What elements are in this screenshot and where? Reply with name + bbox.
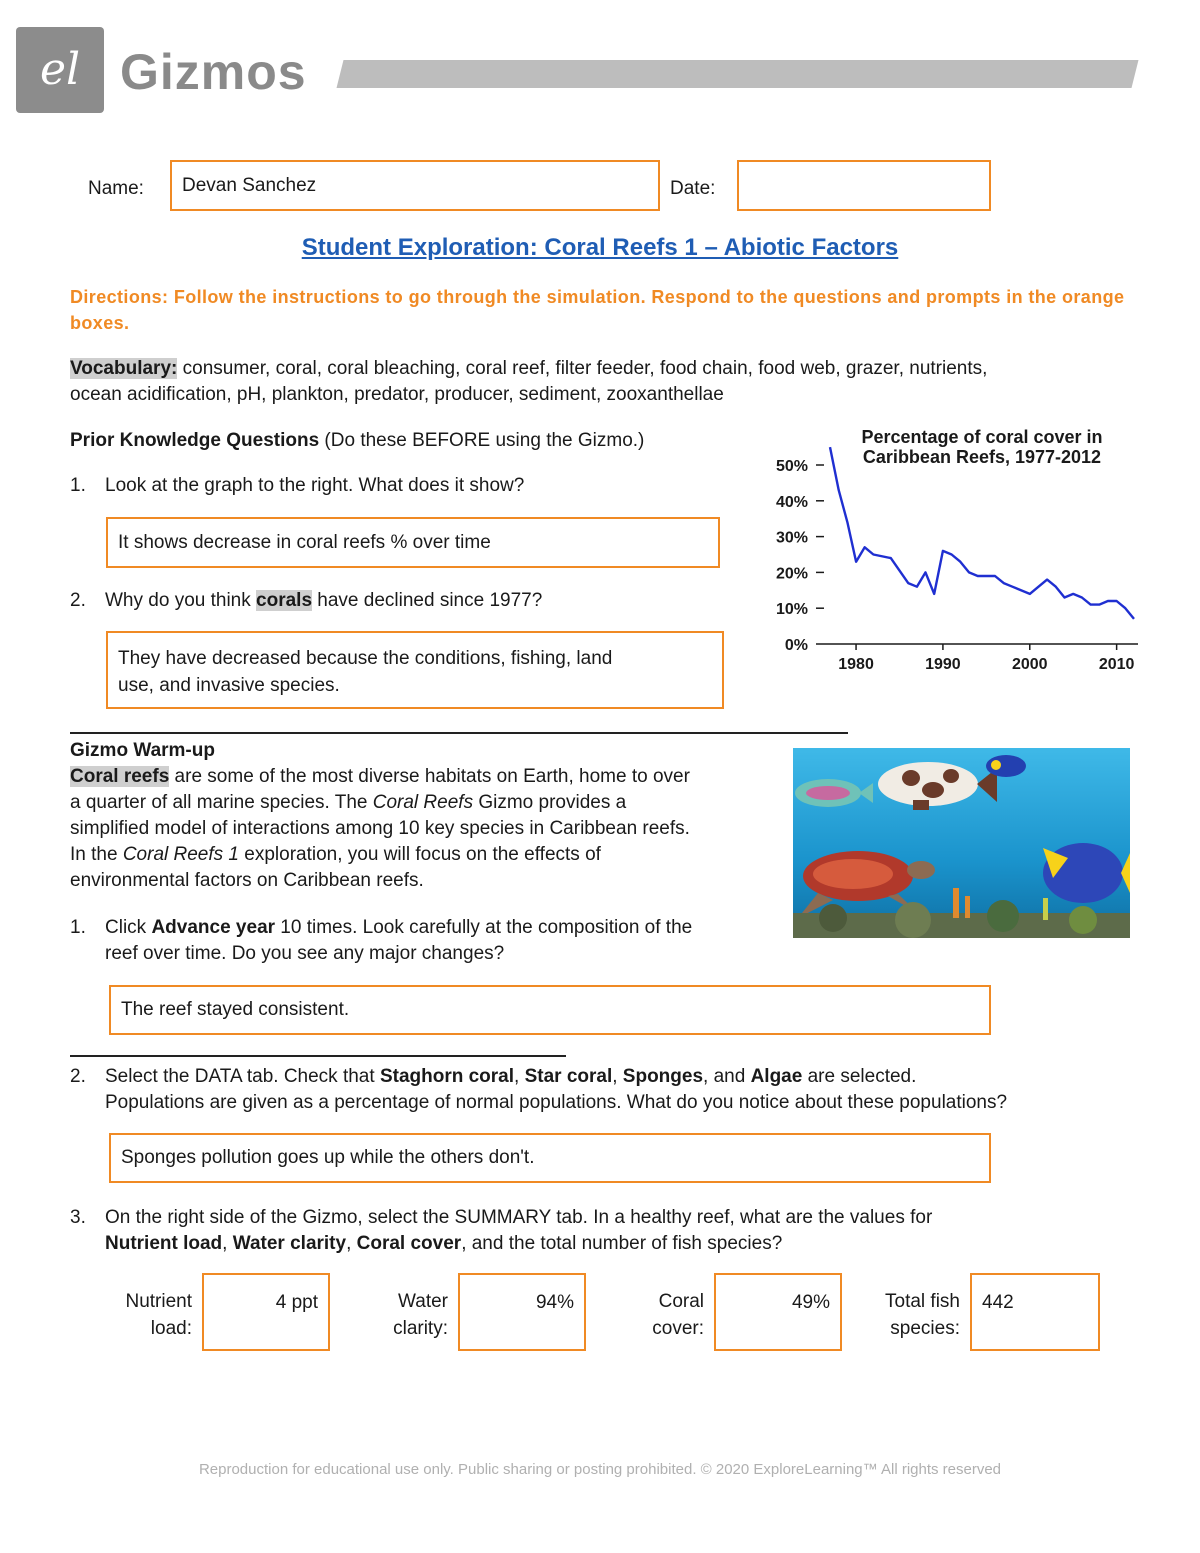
warmup-q2-post: are selected. <box>802 1066 917 1087</box>
warmup-q3-comma2: , <box>346 1233 357 1254</box>
warmup-q2-algae: Algae <box>750 1066 803 1087</box>
warmup-q2-number: 2. <box>70 1066 86 1087</box>
total-fish-field[interactable] <box>970 1273 1100 1351</box>
water-clarity-value: 94% <box>535 1292 574 1313</box>
warmup-intro-line5: environmental factors on Caribbean reefs. <box>70 870 424 891</box>
water-clarity-label-line1: Water <box>398 1291 448 1312</box>
prior-q1-text: Look at the graph to the right. What does it show? <box>105 475 525 496</box>
prior-q2-post: have declined since 1977? <box>312 590 543 611</box>
coral-cover-chart <box>740 420 1160 690</box>
warmup-q3-line1: On the right side of the Gizmo, select the SUMMARY tab. In a healthy reef, what are the values for <box>105 1207 933 1228</box>
prior-q1-number: 1. <box>70 475 86 496</box>
chart-x-tick-label: 1990 <box>925 656 961 673</box>
total-fish-label-line1: Total fish <box>885 1291 960 1312</box>
water-clarity-label <box>340 1288 448 1342</box>
chart-y-tick-label: 0% <box>784 637 808 654</box>
coral-cover-label <box>596 1288 704 1342</box>
warmup-question-1 <box>70 915 790 967</box>
chart-y-tick-label: 20% <box>775 565 808 583</box>
nutrient-load-field[interactable] <box>202 1273 330 1351</box>
warmup-q2-comma2: , <box>612 1066 623 1087</box>
prior-answer-1: It shows decrease in coral reefs % over time <box>118 532 491 553</box>
prior-q2-bold: corals <box>256 590 313 611</box>
nutrient-load-label <box>80 1288 192 1342</box>
warmup-q2-star-coral: Star coral <box>524 1066 613 1087</box>
warmup-question-3 <box>70 1205 1160 1257</box>
chart-y-tick-label: 40% <box>775 493 808 511</box>
warmup-intro-line2-italic: Coral Reefs <box>372 792 474 813</box>
footer-copyright: Reproduction for educational use only. Public sharing or posting prohibited. © 2020 ExploreLearning™ All rights reserved <box>198 1461 1002 1478</box>
coral-cover-label-line1: Coral <box>658 1291 704 1312</box>
section-divider <box>70 732 848 734</box>
warmup-intro-line4-italic: Coral Reefs 1 <box>122 844 239 865</box>
warmup-q2-line2: Populations are given as a percentage of normal populations. What do you notice about these populations? <box>105 1092 1008 1113</box>
warmup-q1-number: 1. <box>70 917 86 938</box>
chart-y-tick-label: 50% <box>775 458 808 475</box>
warmup-q2-comma1: , <box>514 1066 525 1087</box>
total-fish-value: 442 <box>982 1292 1014 1313</box>
warmup-answer-2-box[interactable] <box>109 1133 991 1183</box>
water-clarity-label-line2: clarity: <box>393 1318 448 1339</box>
prior-q2-pre: Why do you think <box>105 590 257 611</box>
prior-answer-2-box[interactable] <box>106 631 724 709</box>
warmup-q2-and: , and <box>703 1066 751 1087</box>
warmup-intro-line2-end: Gizmo provides a <box>473 792 627 813</box>
chart-y-tick-label: 30% <box>775 529 808 547</box>
total-fish-label <box>852 1288 960 1342</box>
name-field[interactable] <box>170 160 660 211</box>
warmup-heading: Gizmo Warm-up <box>70 740 215 761</box>
prior-note: (Do these BEFORE using the Gizmo.) <box>319 430 645 451</box>
warmup-q3-post: , and the total number of fish species? <box>461 1233 783 1254</box>
vocabulary <box>70 356 1150 408</box>
nutrient-load-label-line2: load: <box>150 1318 192 1339</box>
warmup-q1-post: 10 times. Look carefully at the composition of the <box>275 917 693 938</box>
coral-cover-field[interactable] <box>714 1273 842 1351</box>
warmup-intro-line1: are some of the most diverse habitats on Earth, home to over <box>169 766 690 787</box>
warmup-q3-water: Water clarity <box>232 1233 347 1254</box>
vocabulary-line1: consumer, coral, coral bleaching, coral reef, filter feeder, food chain, food web, grazer, nutrients, <box>177 358 988 379</box>
chart-y-tick-label: 10% <box>775 601 808 619</box>
chart-title-line1: Percentage of coral cover in <box>861 427 1103 447</box>
warmup-q2-pre: Select the DATA tab. Check that <box>105 1066 380 1087</box>
coral-reef-illustration <box>793 748 1130 938</box>
chart-x-tick-label: 1980 <box>838 656 874 673</box>
warmup-intro-line4-end: exploration, you will focus on the effects of <box>239 844 601 865</box>
nutrient-load-label-line1: Nutrient <box>125 1291 192 1312</box>
chart-x-tick-label: 2000 <box>1011 656 1048 673</box>
name-value: Devan Sanchez <box>182 175 317 196</box>
prior-q2-number: 2. <box>70 590 86 611</box>
warmup-intro <box>70 738 790 894</box>
prior-answer-2-line1: They have decreased because the conditions, fishing, land <box>118 648 613 669</box>
water-clarity-field[interactable] <box>458 1273 586 1351</box>
warmup-q3-number: 3. <box>70 1207 86 1228</box>
warmup-intro-line3: simplified model of interactions among 10 key species in Caribbean reefs. <box>70 818 690 839</box>
warmup-answer-1: The reef stayed consistent. <box>121 999 350 1020</box>
total-fish-label-line2: species: <box>890 1318 960 1339</box>
warmup-answer-1-box[interactable] <box>109 985 991 1035</box>
coral-cover-label-line2: cover: <box>652 1318 704 1339</box>
warmup-q3-nutrient: Nutrient load <box>105 1233 223 1254</box>
warmup-q1-line2: reef over time. Do you see any major changes? <box>105 943 505 964</box>
prior-heading: Prior Knowledge Questions <box>70 430 320 451</box>
chart-series-line <box>830 447 1134 619</box>
explorelearning-logo-icon: el <box>39 44 81 95</box>
coral-cover-value: 49% <box>791 1292 830 1313</box>
prior-answer-1-box[interactable] <box>106 517 720 568</box>
warmup-q3-coral: Coral cover <box>356 1233 462 1254</box>
vocabulary-line2: ocean acidification, pH, plankton, predator, producer, sediment, zooxanthellae <box>70 384 724 405</box>
date-label: Date: <box>670 178 716 199</box>
prior-answer-2-line2: use, and invasive species. <box>118 675 340 696</box>
nutrient-load-value: 4 ppt <box>275 1292 318 1313</box>
date-field[interactable] <box>737 160 991 211</box>
name-label: Name: <box>88 178 144 199</box>
angelfish-icon <box>986 755 1026 777</box>
warmup-q1-pre: Click <box>105 917 152 938</box>
chart-x-tick-label: 2010 <box>1098 656 1135 673</box>
vocabulary-label: Vocabulary: <box>70 358 178 379</box>
warmup-q1-bold: Advance year <box>151 917 276 938</box>
warmup-q2-staghorn: Staghorn coral <box>379 1066 515 1087</box>
warmup-coral-reefs-bold: Coral reefs <box>70 766 170 787</box>
warmup-answer-2: Sponges pollution goes up while the others don't. <box>121 1147 535 1168</box>
section-divider-2 <box>70 1055 566 1057</box>
warmup-q3-comma1: , <box>222 1233 233 1254</box>
warmup-intro-line4: In the <box>70 844 123 865</box>
warmup-question-2 <box>70 1064 1160 1116</box>
brand-name: Gizmos <box>120 44 307 100</box>
page-title: Student Exploration: Coral Reefs 1 – Abiotic Factors <box>301 234 899 261</box>
warmup-q2-sponges: Sponges <box>622 1066 704 1087</box>
directions-text: Directions: Follow the instructions to go through the simulation. Respond to the questions and prompts in the orange boxes. <box>70 287 1125 333</box>
warmup-intro-line2: a quarter of all marine species. The <box>70 792 373 813</box>
chart-title-line2: Caribbean Reefs, 1977-2012 <box>862 447 1102 467</box>
prior-heading-line <box>70 428 750 454</box>
header-decor-bar <box>337 60 1139 88</box>
